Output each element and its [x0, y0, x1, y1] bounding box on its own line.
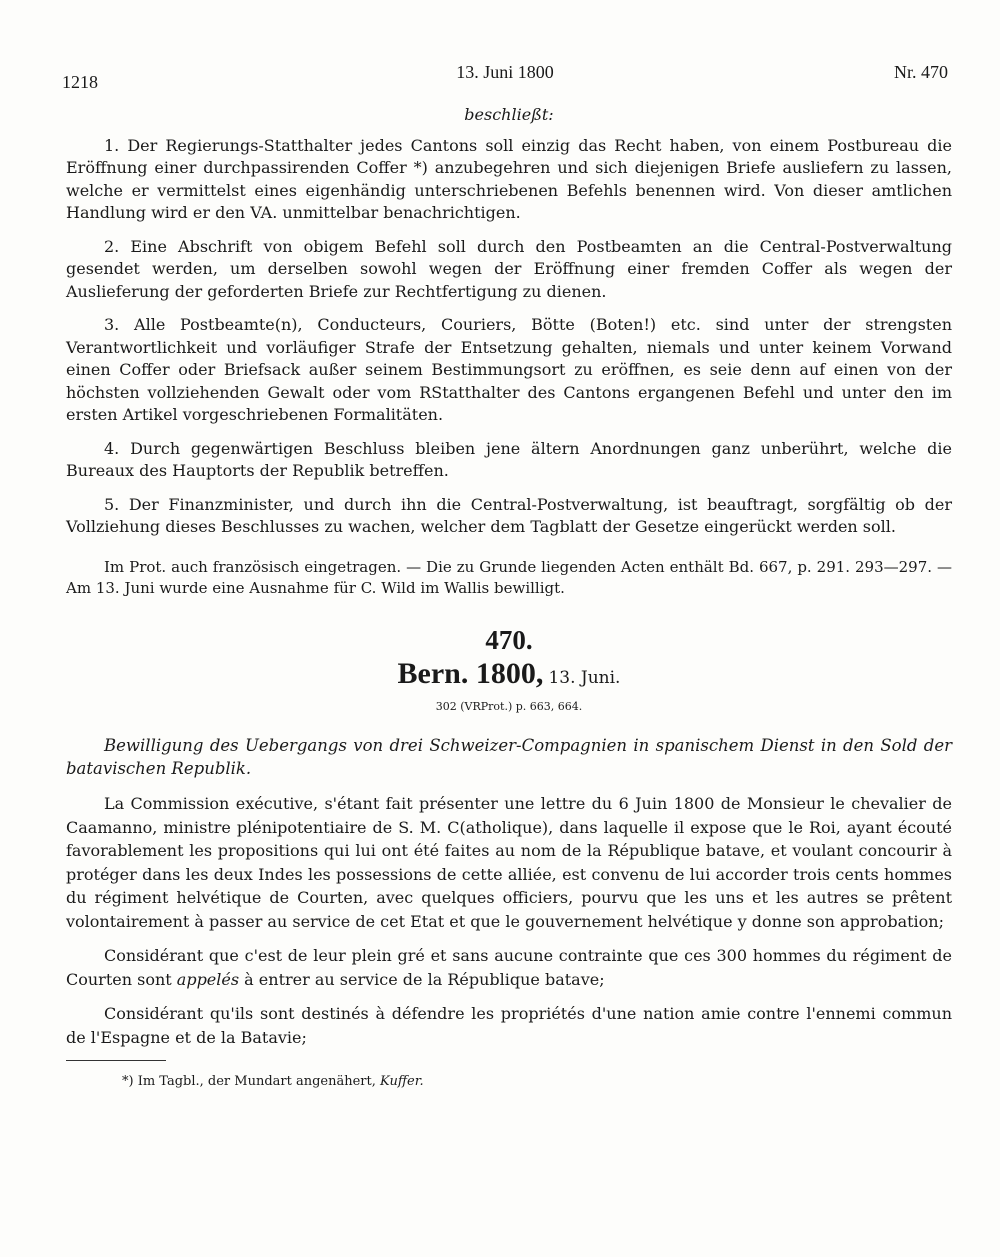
paragraph-2-emphasis: appelés	[176, 969, 240, 989]
resolution-item-2: 2. Eine Abschrift von obigem Befehl soll durch den Postbeamten an die Central-Postverwaltung gesendet werden, um derselben sowohl wegen der Eröffnung einer fremden Coffer als wegen der Auslieferung der geforderten Briefe zur Rechtfertigung zu dienen.	[66, 236, 952, 301]
document-place-date	[66, 657, 952, 690]
footnote-emphasis: Kuffer.	[380, 1074, 424, 1089]
resolution-item-4: 4. Durch gegenwärtigen Beschluss bleiben jene ältern Anordnungen ganz unberührt, welche die Bureaux des Hauptorts der Republik betreffen.	[66, 438, 952, 480]
paragraph-1: La Commission exécutive, s'étant fait présenter une lettre du 6 Juin 1800 de Monsieur le chevalier de Caamanno, ministre plénipotentiaire de S. M. C(atholique), dans laquelle il expose que le Roi, ayant écouté favorablement les propositions qui lui ont été faites au nom de la République batave, et voulant concourir à protéger dans les deux Indes les possessions de cette alliée, est convenu de lui accorder trois cents hommes du régiment helvétique de Courten, avec quelques officiers, pourvu que les uns et les autres se prêtent volontairement à passer au service de cet Etat et que le gouvernement helvétique y donne son approbation;	[66, 794, 952, 931]
paragraph-2	[66, 944, 952, 991]
page-body	[66, 104, 952, 1105]
running-date: 13. Juni 1800	[456, 62, 554, 82]
document-reference: 302 (VRProt.) p. 663, 664.	[435, 699, 583, 713]
page-header	[62, 62, 948, 92]
resolution-item-3: 3. Alle Postbeamte(n), Conducteurs, Couriers, Bötte (Boten!) etc. sind unter der strengsten Verantwortlichkeit und vorläufiger Strafe der Entsetzung gehalten, niemals und unter keinem Vorwand einen Coffer oder Briefsack außer seinem Bestimmungsort zu eröffnen, es seie denn auf einen von der höchsten vollziehenden Gewalt oder vom RStatthalter des Cantons ergangenen Befehl und unter den im ersten Artikel vorgeschriebenen Formalitäten.	[66, 315, 952, 424]
resolution-intro: beschließt:	[464, 105, 554, 124]
document-place: Bern. 1800,	[397, 657, 544, 690]
footnote-divider	[66, 1060, 166, 1061]
paragraph-3: Considérant qu'ils sont destinés à défendre les propriétés d'une nation amie contre l'ennemi commun de l'Espagne et de la Batavie;	[66, 1004, 952, 1047]
french-text	[66, 792, 952, 1049]
document-date: 13. Juni.	[548, 668, 621, 688]
page-number: 1218	[62, 72, 98, 92]
protocol-note: Im Prot. auch französisch eingetragen. — Die zu Grunde liegenden Acten enthält Bd. 667, p. 291. 293—297. — Am 13. Juni wurde eine Ausnahme für C. Wild im Wallis bewilligt.	[66, 557, 952, 597]
resolution-item-1: 1. Der Regierungs-Statthalter jedes Cantons soll einzig das Recht haben, von einem Postbureau die Eröffnung einer durchpassirenden Coffer *) anzubegehren und sich diejenigen Briefe ausliefern zu lassen, welche er vermittelst eines eigenhändig unterschriebenen Befehls benennen wird. Von dieser amtlichen Handlung wird er den VA. unmittelbar benachrichtigen.	[66, 135, 952, 222]
footnote	[66, 1071, 952, 1094]
running-doc-number: Nr. 470	[894, 62, 948, 82]
document-number: 470.	[485, 624, 533, 655]
paragraph-2-start: Considérant que c'est de leur plein gré et sans aucune contrainte que ces 300 hommes du régiment de Courten sont	[66, 946, 952, 989]
resolution-item-5: 5. Der Finanzminister, und durch ihn die Central-Postverwaltung, ist beauftragt, sorgfältig ob der Vollziehung dieses Beschlusses zu wachen, welcher dem Tagblatt der Gesetze eingerückt werden soll.	[66, 494, 952, 536]
document-regest: Bewilligung des Uebergangs von drei Schweizer-Compagnien in spanischem Dienst in den Sold der batavischen Republik.	[66, 736, 952, 778]
paragraph-2-end: à entrer au service de la République batave;	[239, 969, 605, 989]
footnote-text: *) Im Tagbl., der Mundart angenähert,	[122, 1074, 381, 1089]
